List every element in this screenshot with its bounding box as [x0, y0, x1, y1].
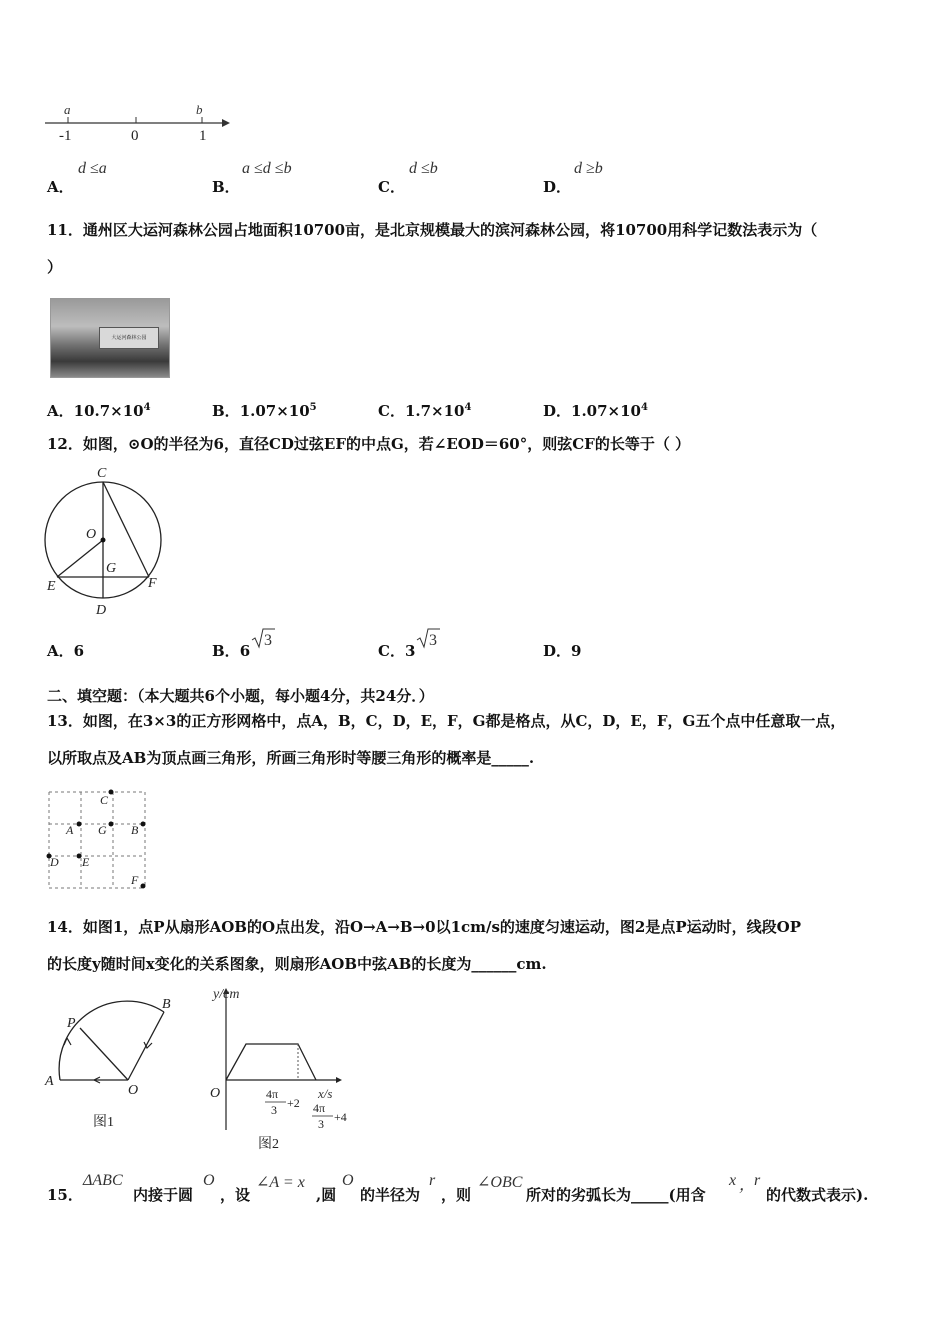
- q15-triangle-abc: ΔABC: [83, 1172, 123, 1189]
- q15-text-arc: 所对的劣弧长为_____(用含: [526, 1186, 706, 1204]
- sqrt-three-c: [415, 626, 441, 650]
- photo-sign: 大运河森林公园: [99, 327, 159, 349]
- circle-diagram: [40, 462, 170, 618]
- q10-option-c-letter: C．: [378, 178, 405, 196]
- q15-text-expression: 的代数式表示).: [766, 1186, 869, 1204]
- q12-stem: 12．如图，⊙O的半径为6，直径CD过弦EF的中点G，若∠EOD＝60°，则弦CF的长等于（ ）: [47, 435, 691, 453]
- fig1-point-a: A: [45, 1074, 54, 1089]
- q11-stem-line2: ）: [47, 258, 63, 276]
- q15-var-x: x: [729, 1172, 737, 1189]
- grid-point-b: B: [131, 823, 139, 837]
- point-o-label: O: [86, 527, 97, 542]
- q10-option-b-letter: B．: [212, 178, 240, 196]
- grid-point-g: G: [98, 823, 107, 837]
- fig2-tick2-add: +4: [334, 1110, 347, 1124]
- fig1-point-o: O: [128, 1083, 139, 1098]
- point-f-label: F: [148, 576, 157, 591]
- q15-angle-obc: ∠OBC: [477, 1174, 523, 1191]
- section-fill-in-header: 二、填空题：（本大题共6个小题，每小题4分，共24分．）: [47, 687, 434, 705]
- tick-zero: 0: [131, 128, 139, 144]
- q11-option-d: D．$1.07\times 10^4$: [543, 402, 648, 420]
- svg-text:3: 3: [429, 632, 437, 649]
- sqrt-three-b: [250, 626, 276, 650]
- grid-point-a: A: [66, 823, 74, 837]
- grid-point-e: E: [82, 855, 90, 869]
- q14-stem-line2: 的长度y随时间x变化的关系图象，则扇形AOB中弦AB的长度为______cm.: [47, 955, 547, 973]
- point-c-label: C: [97, 466, 107, 481]
- fig2-tick1-num: 4π: [266, 1087, 279, 1101]
- fig1-point-b: B: [162, 997, 171, 1012]
- number-line-figure: [40, 98, 240, 146]
- fig2-tick2-den: 3: [318, 1117, 324, 1131]
- q10-option-d-letter: D．: [543, 178, 572, 196]
- q15-var-r: r: [754, 1172, 761, 1189]
- fig2-origin: O: [210, 1086, 221, 1101]
- point-g-label: G: [106, 561, 117, 576]
- point-e-label: E: [47, 579, 56, 594]
- q12-option-c: C．3: [378, 642, 416, 660]
- grid-diagram: [40, 786, 152, 892]
- q13-stem-line1: 13．如图，在3×3的正方形网格中，点A，B，C，D，E，F，G都是格点，从C，D，E，F，G五个点中任意取一点，: [47, 712, 846, 730]
- q15-number: 15．: [47, 1186, 83, 1204]
- q12-option-d: D．9: [543, 642, 582, 660]
- q11-option-c: C．$1.7\times 10^4$: [378, 402, 472, 420]
- q12-option-a: A．6: [47, 642, 85, 660]
- q10-option-c-expr: d ≤b: [409, 160, 438, 177]
- forest-park-photo: [50, 298, 170, 378]
- grid-point-c: C: [100, 793, 109, 807]
- grid-point-f: F: [131, 873, 139, 887]
- fig1-point-p: P: [67, 1016, 76, 1031]
- svg-text:3: 3: [264, 632, 272, 649]
- q11-stem-line1: 11．通州区大运河森林公园占地面积10700亩，是北京规模最大的滨河森林公园，将10700用科学记数法表示为（: [47, 221, 818, 239]
- fig1-caption: 图1: [93, 1115, 114, 1130]
- q15-text-let: ，设: [220, 1186, 251, 1204]
- q15-radius-r: r: [429, 1172, 436, 1189]
- q10-option-b-expr: a ≤d ≤b: [242, 160, 292, 177]
- sector-figure-1: [40, 990, 185, 1135]
- q11-option-b: B．$1.07\times 10^5$: [212, 402, 317, 420]
- q15-angle-a: ∠A = x: [256, 1174, 305, 1191]
- q15-circle-o: O: [203, 1172, 215, 1189]
- q14-stem-line1: 14．如图1，点P从扇形AOB的O点出发，沿O→A→B→0以1cm/s的速度匀速运动，图2是点P运动时，线段OP: [47, 918, 801, 936]
- q15-circle-o-2: O: [342, 1172, 354, 1189]
- q10-option-d-expr: d ≥b: [574, 160, 603, 177]
- grid-point-d: D: [50, 855, 59, 869]
- label-b: b: [196, 102, 203, 117]
- tick-minus-one: -1: [59, 128, 72, 144]
- q11-option-a: A．$10.7\times 10^4$: [47, 402, 151, 420]
- q15-text-then: ，则: [441, 1186, 472, 1204]
- fig2-tick1-add: +2: [287, 1096, 300, 1110]
- q10-option-a-letter: A．: [47, 178, 74, 196]
- fig2-tick1-den: 3: [271, 1103, 277, 1117]
- q10-option-a-expr: d ≤a: [78, 160, 107, 177]
- label-a: a: [64, 102, 71, 117]
- q15-text-circle: ,圆: [316, 1186, 337, 1204]
- q15-text-inscribed: 内接于圆: [133, 1186, 194, 1204]
- graph-figure-2: [186, 982, 361, 1154]
- fig2-caption: 图2: [258, 1137, 279, 1152]
- fig2-y-axis-label: y/cm: [213, 987, 240, 1002]
- q15-text-radius: 的半径为: [360, 1186, 421, 1204]
- tick-one: 1: [199, 128, 207, 144]
- q13-stem-line2: 以所取点及AB为顶点画三角形，所画三角形时等腰三角形的概率是_____.: [47, 749, 535, 767]
- fig2-tick2-num: 4π: [313, 1101, 326, 1115]
- q12-option-b: B．6: [212, 642, 251, 660]
- point-d-label: D: [96, 603, 107, 618]
- fig2-x-axis-label: x/s: [318, 1086, 333, 1101]
- q15-comma: ，: [739, 1177, 756, 1194]
